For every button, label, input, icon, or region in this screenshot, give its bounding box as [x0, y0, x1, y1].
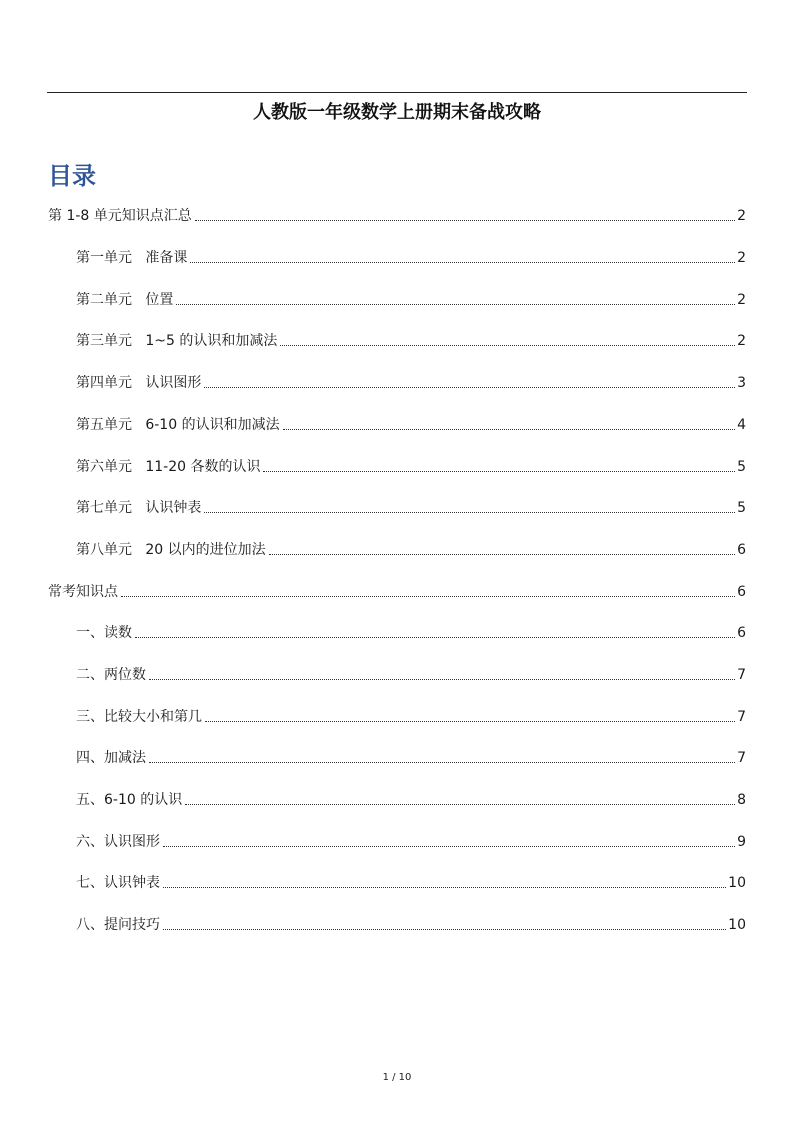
toc-entry-label: 五、6-10 的认识 — [76, 792, 183, 808]
dot-leader — [204, 387, 735, 388]
dot-leader — [121, 596, 735, 597]
dot-leader — [205, 721, 735, 722]
toc-entry-unit-6[interactable] — [76, 454, 746, 476]
toc-entry-label: 第五单元 6-10 的认识和加减法 — [76, 417, 280, 433]
toc-entry-label: 第四单元 认识图形 — [76, 375, 202, 391]
toc-entry-label: 七、认识钟表 — [76, 875, 160, 891]
toc-entry-page: 2 — [737, 292, 746, 308]
toc-entry-page: 6 — [737, 542, 746, 558]
dot-leader — [149, 762, 735, 763]
toc-entry-two-digit-numbers[interactable] — [76, 662, 746, 684]
dot-leader — [283, 429, 736, 430]
toc-entry-label: 三、比较大小和第几 — [76, 709, 202, 725]
toc-entry-label: 四、加减法 — [76, 750, 146, 766]
toc-entry-label: 一、读数 — [76, 625, 132, 641]
dot-leader — [263, 471, 735, 472]
toc-entry-page: 7 — [737, 750, 746, 766]
dot-leader — [190, 262, 735, 263]
toc-entry-reading-numbers[interactable] — [76, 620, 746, 642]
toc-entry-label: 第六单元 11-20 各数的认识 — [76, 459, 261, 475]
dot-leader — [269, 554, 735, 555]
toc-entry-units-summary[interactable] — [48, 203, 746, 225]
dot-leader — [204, 512, 735, 513]
toc-entry-page: 10 — [728, 917, 746, 933]
dot-leader — [195, 220, 735, 221]
toc-entry-clocks[interactable] — [76, 870, 746, 892]
toc-entry-page: 2 — [737, 333, 746, 349]
dot-leader — [163, 929, 726, 930]
toc-entry-page: 5 — [737, 459, 746, 475]
toc-entry-page: 3 — [737, 375, 746, 391]
toc-entry-unit-5[interactable] — [76, 412, 746, 434]
page-indicator: 1 / 10 — [382, 1072, 412, 1083]
toc-heading: 目录 — [48, 162, 96, 190]
toc-entry-six-to-ten[interactable] — [76, 787, 746, 809]
document-title: 人教版一年级数学上册期末备战攻略 — [253, 102, 541, 123]
toc-entry-unit-3[interactable] — [76, 328, 746, 350]
toc-entry-page: 10 — [728, 875, 746, 891]
dot-leader — [185, 804, 735, 805]
toc-entry-page: 7 — [737, 667, 746, 683]
toc-entry-key-points[interactable] — [48, 579, 746, 601]
dot-leader — [163, 887, 726, 888]
toc-entry-page: 6 — [737, 625, 746, 641]
toc-entry-label: 六、认识图形 — [76, 834, 160, 850]
toc-entry-question-tips[interactable] — [76, 912, 746, 934]
toc-entry-unit-7[interactable] — [76, 495, 746, 517]
toc-entry-unit-4[interactable] — [76, 370, 746, 392]
toc-entry-page: 2 — [737, 208, 746, 224]
toc-entry-unit-1[interactable] — [76, 245, 746, 267]
toc-entry-label: 第二单元 位置 — [76, 292, 174, 308]
toc-entry-label: 二、两位数 — [76, 667, 146, 683]
toc-entry-label: 第一单元 准备课 — [76, 250, 188, 266]
toc-entry-unit-8[interactable] — [76, 537, 746, 559]
dot-leader — [149, 679, 735, 680]
toc-entry-label: 第 1-8 单元知识点汇总 — [48, 208, 192, 224]
toc-entry-comparing[interactable] — [76, 704, 746, 726]
toc-entry-page: 4 — [737, 417, 746, 433]
toc-entry-page: 8 — [737, 792, 746, 808]
dot-leader — [135, 637, 735, 638]
toc-entry-addition-subtraction[interactable] — [76, 745, 746, 767]
toc-entry-label: 第三单元 1~5 的认识和加减法 — [76, 333, 278, 349]
toc-entry-label: 第八单元 20 以内的进位加法 — [76, 542, 266, 558]
dot-leader — [163, 846, 735, 847]
toc-entry-shapes[interactable] — [76, 829, 746, 851]
toc-entry-page: 5 — [737, 500, 746, 516]
toc-entry-label: 八、提问技巧 — [76, 917, 160, 933]
toc-entry-page: 7 — [737, 709, 746, 725]
toc-entry-page: 6 — [737, 584, 746, 600]
toc-entry-label: 第七单元 认识钟表 — [76, 500, 202, 516]
toc-entry-label: 常考知识点 — [48, 584, 118, 600]
toc-entry-unit-2[interactable] — [76, 287, 746, 309]
toc-entry-page: 2 — [737, 250, 746, 266]
dot-leader — [176, 304, 735, 305]
toc-entry-page: 9 — [737, 834, 746, 850]
dot-leader — [280, 345, 735, 346]
